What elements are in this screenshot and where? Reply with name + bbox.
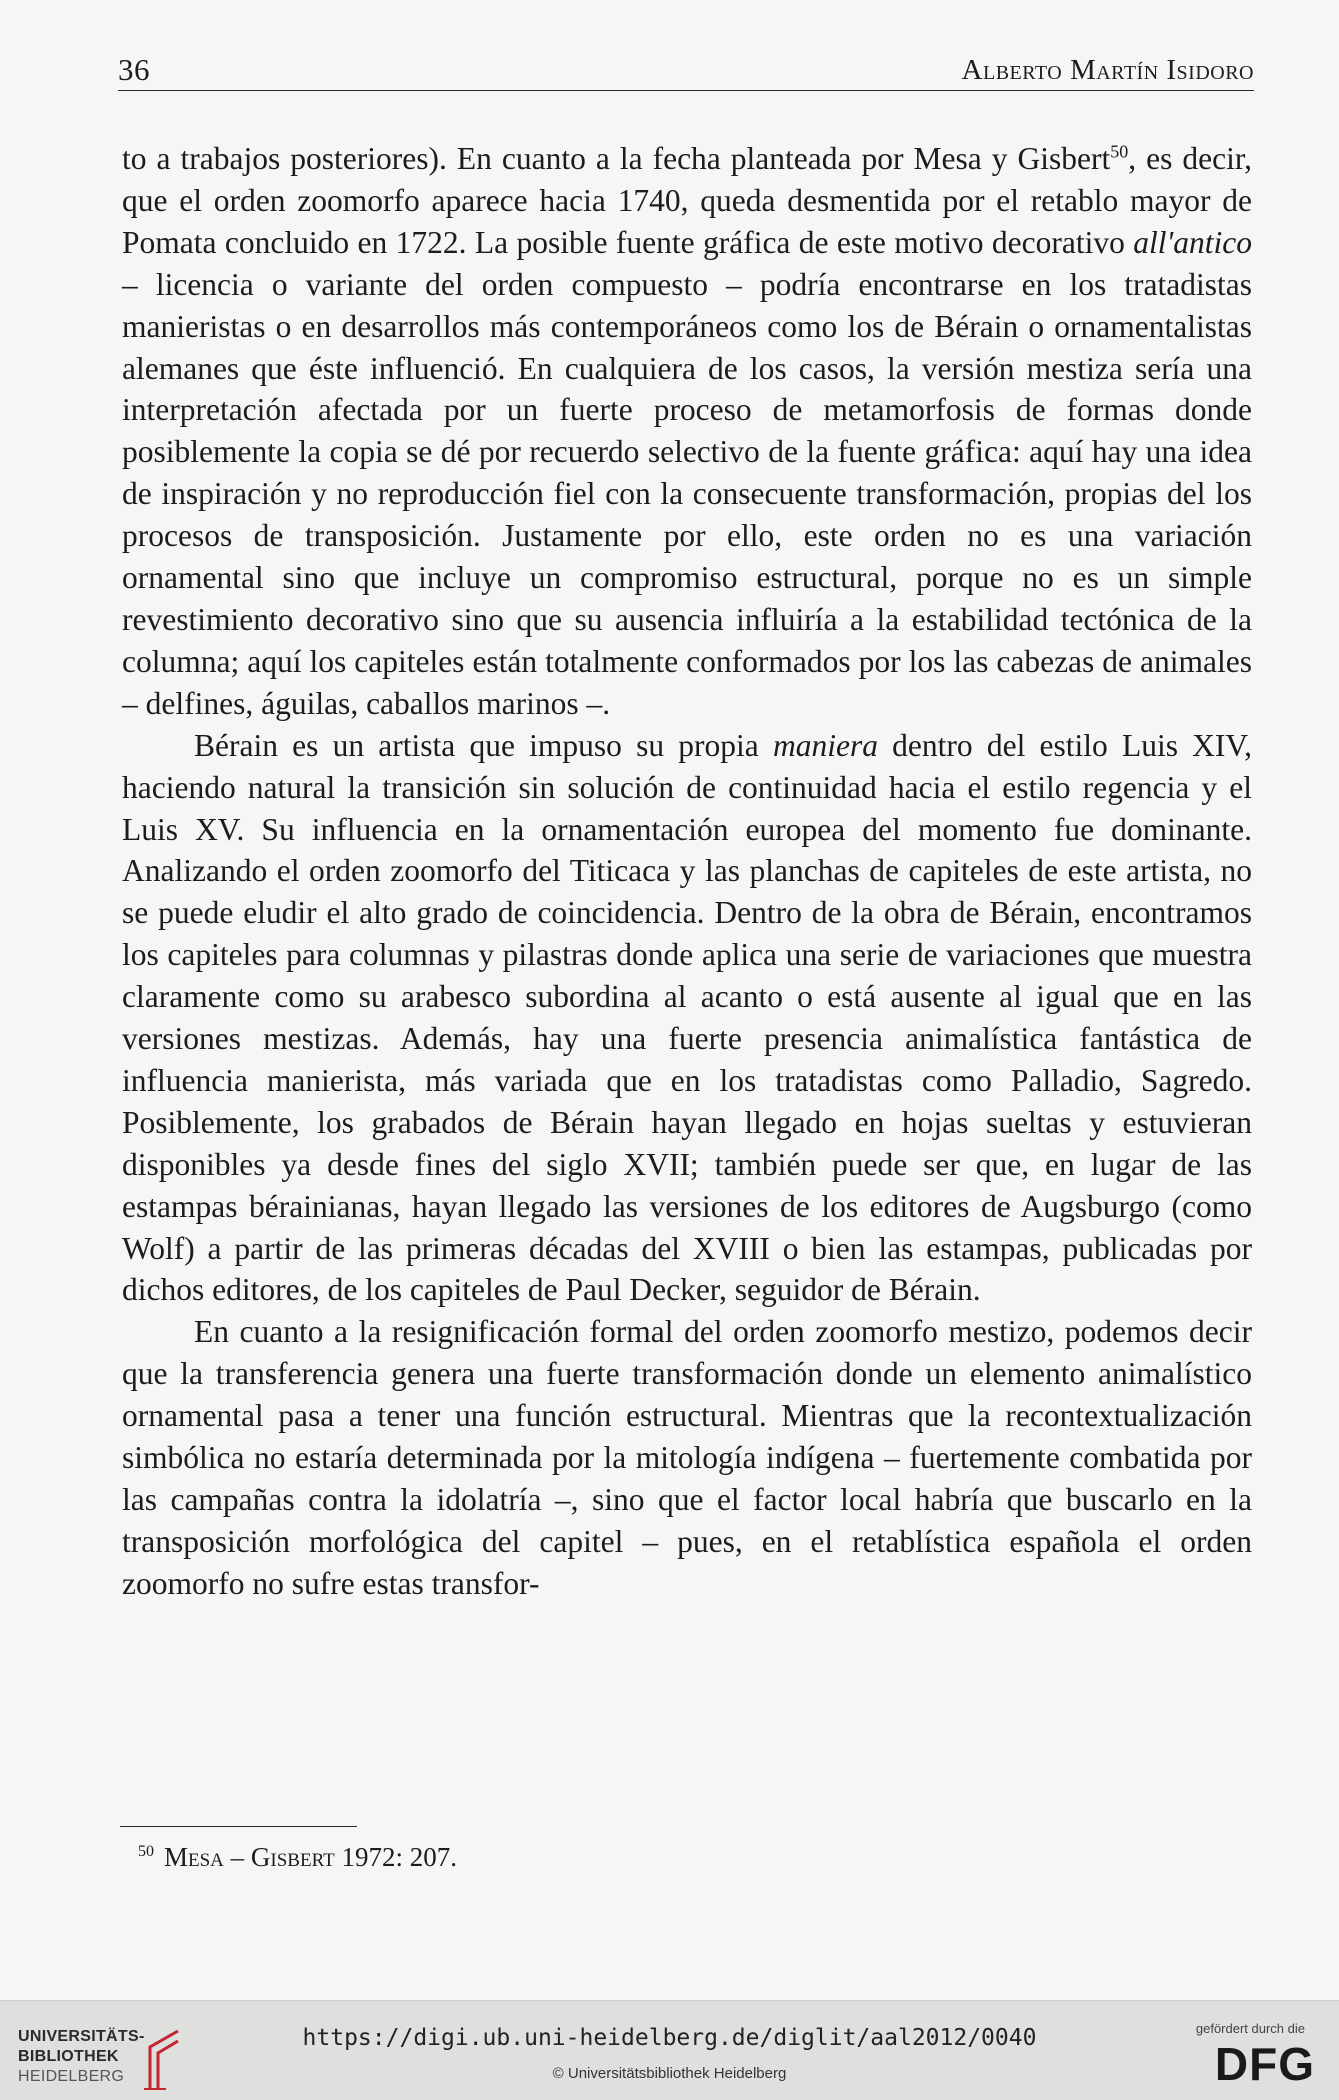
paragraph: to a trabajos posteriores). En cuanto a la fecha planteada por Mesa y Gisbert$^{50}$, es decir, que el orden zoomorfo aparece hacia 1740, queda desmentida por el retablo mayor de Pomata concluido en 1722. La posible fuente gráfica de este motivo decorativo all'antico – licencia o variante del orden compuesto – podría encontrarse en los tratadistas manieristas o en desarrollos más contemporáneos como los de Bérain o ornamentalistas alemanes que éste influenció. En cualquiera de los casos, la versión mestiza sería una interpretación afectada por un fuerte proceso de metamorfosis de formas donde posiblemente la copia se dé por recuerdo selectivo de la fuente gráfica: aquí hay una idea de inspiración y no reproducción fiel con la consecuente transformación, propias del los procesos de transposición. Justamente por ello, este orden no es una variación ornamental sino que incluye un compromiso estructural, porque no es un simple revestimiento decorativo sino que su ausencia influiría a la estabilidad tectónica de la columna; aquí los capiteles están totalmente conformados por los las cabezas de animales – delfines, águilas, caballos marinos –. <box>122 141 1252 721</box>
digitization-footer <box>0 2000 1339 2100</box>
italic-term: maniera <box>772 727 878 763</box>
paragraph: Bérain es un artista que impuso su propia maniera dentro del estilo Luis XIV, haciendo natural la transición sin solución de continuidad hacia el estilo regencia y el Luis XV. Su influencia en la ornamentación europea del momento fue dominante. Analizando el orden zoomorfo del Titicaca y las planchas de capiteles de este artista, no se puede eludir el alto grado de coincidencia. Dentro de la obra de Bérain, encontramos los capiteles para columnas y pilastras donde aplica una serie de variaciones que muestra claramente como su arabesco subordina al acanto o está ausente al igual que en las versiones mestizas. Además, hay una fuerte presencia animalística fantástica de influencia manierista, más variada que en los tratadistas como Palladio, Sagredo. Posiblemente, los grabados de Bérain hayan llegado en hojas sueltas y estuvieran disponibles ya desde fines del siglo XVII; también puede ser que, en lugar de las estampas bérainianas, hayan llegado las versiones de los editores de Augsburgo (como Wolf) a partir de las primeras décadas del XVIII o bien las estampas, publicadas por dichos editores, de los capiteles de Paul Decker, seguidor de Bérain. <box>122 727 1252 1308</box>
footnote-number: 50 <box>138 1843 154 1860</box>
footnote-reference: 50 <box>1110 141 1129 162</box>
main-text <box>122 138 1252 1605</box>
library-logo: UNIVERSITÄTS- BIBLIOTHEK HEIDELBERG <box>18 2028 145 2085</box>
footnote-authors: Mesa – Gisbert <box>164 1842 335 1872</box>
copyright-text: © Universitätsbibliothek Heidelberg <box>552 2065 787 2082</box>
running-head: Alberto Martín Isidoro <box>961 54 1254 86</box>
italic-term: all'antico <box>1133 224 1252 260</box>
page-header <box>118 50 1254 91</box>
funder-caption: gefördert durch die <box>1195 2021 1305 2036</box>
footnote <box>138 1840 457 1874</box>
page-number: 36 <box>118 52 150 87</box>
footnote-rule <box>120 1826 357 1827</box>
footnote-citation: 1972: 207. <box>334 1842 457 1872</box>
source-url-link[interactable]: https://digi.ub.uni-heidelberg.de/diglit/aal2012/0040 <box>302 2025 1037 2051</box>
dfg-logo: DFG <box>1214 2038 1315 2090</box>
paragraph: En cuanto a la resignificación formal del orden zoomorfo mestizo, podemos decir que la transferencia genera una fuerte transformación donde un elemento animalístico ornamental pasa a tener una función estructural. Mientras que la recontextualización simbólica no estaría determinada por la mitología indígena – fuertemente combatida por las campañas contra la idolatría –, sino que el factor local habría que buscarlo en la transposición morfológica del capitel – pues, en el retablística española el orden zoomorfo no sufre estas transfor- <box>122 1314 1252 1601</box>
